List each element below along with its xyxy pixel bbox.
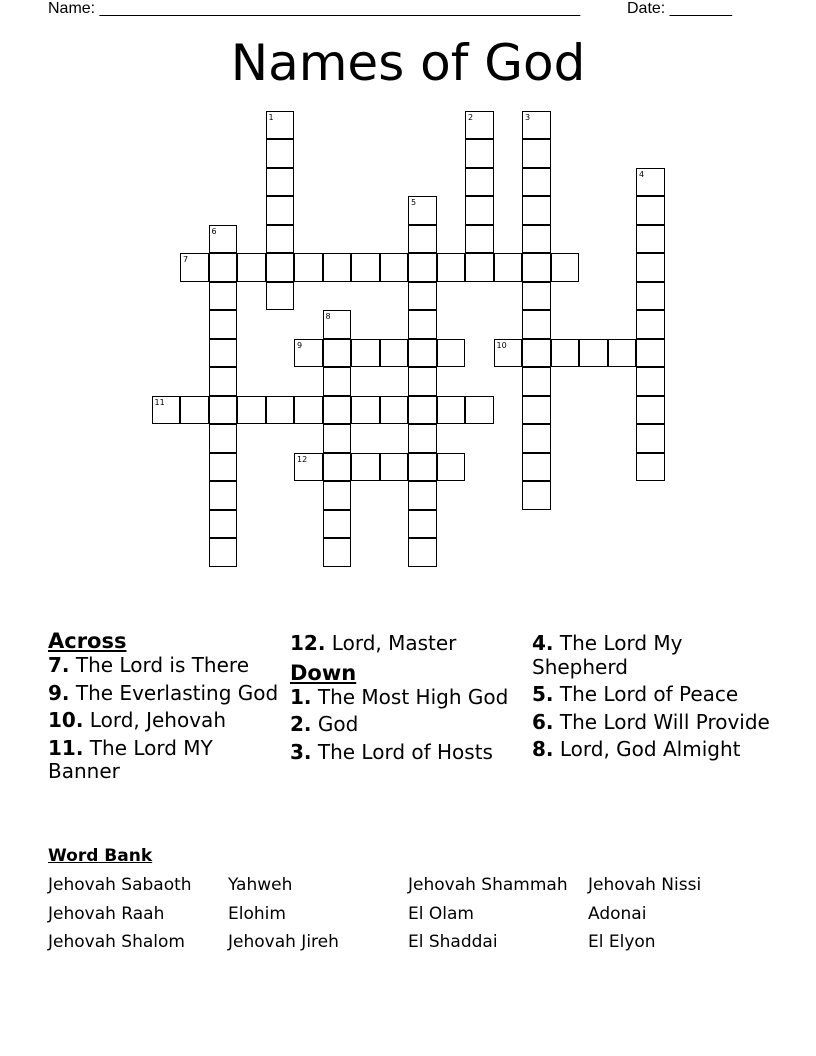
crossword-cell[interactable] [522,282,551,311]
crossword-cell[interactable] [522,253,551,282]
crossword-cell[interactable] [209,453,238,482]
clue-down-1: 1. The Most High God [290,684,509,709]
crossword-cell[interactable] [323,538,352,567]
crossword-cell[interactable] [494,339,523,368]
crossword-cell[interactable] [437,453,466,482]
crossword-cell[interactable] [294,253,323,282]
crossword-cell[interactable] [522,196,551,225]
word-bank-item: Jehovah Nissi [588,875,702,895]
crossword-cell[interactable] [323,310,352,339]
clue-down-5: 5. The Lord of Peace [532,682,739,706]
word-bank-item: Jehovah Shalom [48,932,185,952]
crossword-cell[interactable] [522,424,551,453]
crossword-cell[interactable] [323,481,352,510]
clue-down-4: 4. The Lord My Shepherd [532,631,683,679]
cell-number: 6 [211,226,217,236]
clue-down-8: 8. Lord, God Almight [532,737,741,761]
crossword-cell[interactable] [522,481,551,510]
crossword-cell[interactable] [408,282,437,311]
cell-number: 2 [468,112,474,122]
crossword-cell[interactable] [266,282,295,311]
clue-down-6: 6. The Lord Will Provide [532,709,770,734]
crossword-cell[interactable] [437,253,466,282]
crossword-cell[interactable] [408,510,437,539]
crossword-cell[interactable] [351,396,380,425]
word-bank-item: Adonai [588,904,647,924]
cell-number: 4 [639,169,645,179]
cell-number: 11 [154,397,165,407]
crossword-cell[interactable] [465,168,494,197]
crossword-cell[interactable] [636,453,665,482]
word-bank-item: El Olam [408,904,474,924]
crossword-cell[interactable] [465,253,494,282]
crossword-cell[interactable] [323,424,352,453]
crossword-cell[interactable] [380,339,409,368]
crossword-cell[interactable] [266,253,295,282]
crossword-cell[interactable] [408,196,437,225]
crossword-cell[interactable] [323,253,352,282]
crossword-cell[interactable] [351,453,380,482]
crossword-cell[interactable] [522,111,551,140]
crossword-cell[interactable] [180,396,209,425]
crossword-cell[interactable] [437,339,466,368]
crossword-cell[interactable] [408,396,437,425]
crossword-cell[interactable] [636,282,665,311]
crossword-cell[interactable] [209,253,238,282]
crossword-cell[interactable] [522,310,551,339]
crossword-cell[interactable] [465,111,494,140]
crossword-cell[interactable] [209,225,238,254]
name-field[interactable]: Name: ______________________________________________________ [48,0,581,17]
crossword-cell[interactable] [351,253,380,282]
clue-down-2: 2. God [290,712,359,736]
cell-number: 9 [297,340,303,350]
crossword-cell[interactable] [636,310,665,339]
crossword-cell[interactable] [636,396,665,425]
page-title: Names of God [230,34,586,92]
crossword-cell[interactable] [636,168,665,197]
crossword-cell[interactable] [522,367,551,396]
crossword-cell[interactable] [380,396,409,425]
clue-across-9: 9. The Everlasting God [48,680,279,705]
crossword-cell[interactable] [266,225,295,254]
crossword-cell[interactable] [636,339,665,368]
clues-column-1 [48,628,288,788]
crossword-cell[interactable] [408,339,437,368]
word-bank-item: El Elyon [588,932,656,952]
crossword-cell[interactable] [522,453,551,482]
crossword-cell[interactable] [209,310,238,339]
cell-number: 12 [297,454,308,464]
crossword-cell[interactable] [323,367,352,396]
crossword-cell[interactable] [522,225,551,254]
crossword-cell[interactable] [266,396,295,425]
cell-number: 8 [325,312,331,321]
crossword-cell[interactable] [323,453,352,482]
crossword-cell[interactable] [522,168,551,197]
crossword-cell[interactable] [237,253,266,282]
crossword-cell[interactable] [323,339,352,368]
crossword-cell[interactable] [266,196,295,225]
crossword-cell[interactable] [636,253,665,282]
crossword-cell[interactable] [636,225,665,254]
cell-number: 10 [496,340,507,350]
crossword-cell[interactable] [522,339,551,368]
crossword-cell[interactable] [266,111,295,140]
crossword-cell[interactable] [408,367,437,396]
crossword-cell[interactable] [465,139,494,168]
crossword-cell[interactable] [323,510,352,539]
crossword-cell[interactable] [294,339,323,368]
crossword-cell[interactable] [380,253,409,282]
crossword-cell[interactable] [465,396,494,425]
word-bank-item: Jehovah Shammah [408,875,568,895]
clues-column-2 [290,632,530,768]
crossword-cell[interactable] [209,339,238,368]
crossword-cell[interactable] [180,253,209,282]
crossword-cell[interactable] [408,424,437,453]
across-heading: Across [48,629,127,653]
crossword-cell[interactable] [152,396,181,425]
crossword-cell[interactable] [209,282,238,311]
word-bank-item: Elohim [228,904,286,924]
crossword-cell[interactable] [408,538,437,567]
crossword-cell[interactable] [209,510,238,539]
word-bank-title: Word Bank [48,846,153,866]
crossword-cell[interactable] [408,225,437,254]
crossword-cell[interactable] [323,396,352,425]
word-bank-item: Jehovah Jireh [228,932,339,952]
crossword-cell[interactable] [636,196,665,225]
crossword-cell[interactable] [465,225,494,254]
word-bank-item: Jehovah Raah [48,904,165,924]
crossword-cell[interactable] [408,481,437,510]
crossword-cell[interactable] [494,253,523,282]
cell-number: 3 [525,112,531,122]
crossword-cell[interactable] [294,396,323,425]
crossword-cell[interactable] [522,396,551,425]
crossword-cell[interactable] [437,396,466,425]
clue-across-7: 7. The Lord is There [48,653,249,677]
crossword-cell[interactable] [209,538,238,567]
crossword-cell[interactable] [551,253,580,282]
down-heading: Down [290,660,357,685]
clue-across-11: 11. The Lord MY Banner [48,735,213,783]
crossword-cell[interactable] [237,396,266,425]
clue-down-3: 3. The Lord of Hosts [290,739,493,764]
crossword-cell[interactable] [294,453,323,482]
crossword-cell[interactable] [551,339,580,368]
crossword-cell[interactable] [408,453,437,482]
crossword-cell[interactable] [380,453,409,482]
crossword-cell[interactable] [408,253,437,282]
crossword-cell[interactable] [636,367,665,396]
word-bank-item: Jehovah Sabaoth [48,875,192,895]
crossword-cell[interactable] [579,339,608,368]
clue-across-10: 10. Lord, Jehovah [48,708,226,732]
clue-across-12: 12. Lord, Master [290,631,457,655]
crossword-cell[interactable] [209,481,238,510]
crossword-cell[interactable] [351,339,380,368]
crossword-cell[interactable] [522,139,551,168]
crossword-cell[interactable] [266,139,295,168]
crossword-cell[interactable] [408,310,437,339]
crossword-cell[interactable] [465,196,494,225]
crossword-cell[interactable] [608,339,637,368]
crossword-cell[interactable] [209,424,238,453]
word-bank-item: Yahweh [228,875,293,895]
crossword-cell[interactable] [209,396,238,425]
cell-number: 5 [411,198,417,207]
date-field[interactable]: Date: _______ [627,0,732,17]
crossword-cell[interactable] [209,367,238,396]
cell-number: 7 [183,255,189,264]
crossword-cell[interactable] [266,168,295,197]
word-bank-item: El Shaddai [408,932,498,952]
cell-number: 1 [268,112,274,122]
crossword-cell[interactable] [636,424,665,453]
clues-column-3 [532,632,772,766]
